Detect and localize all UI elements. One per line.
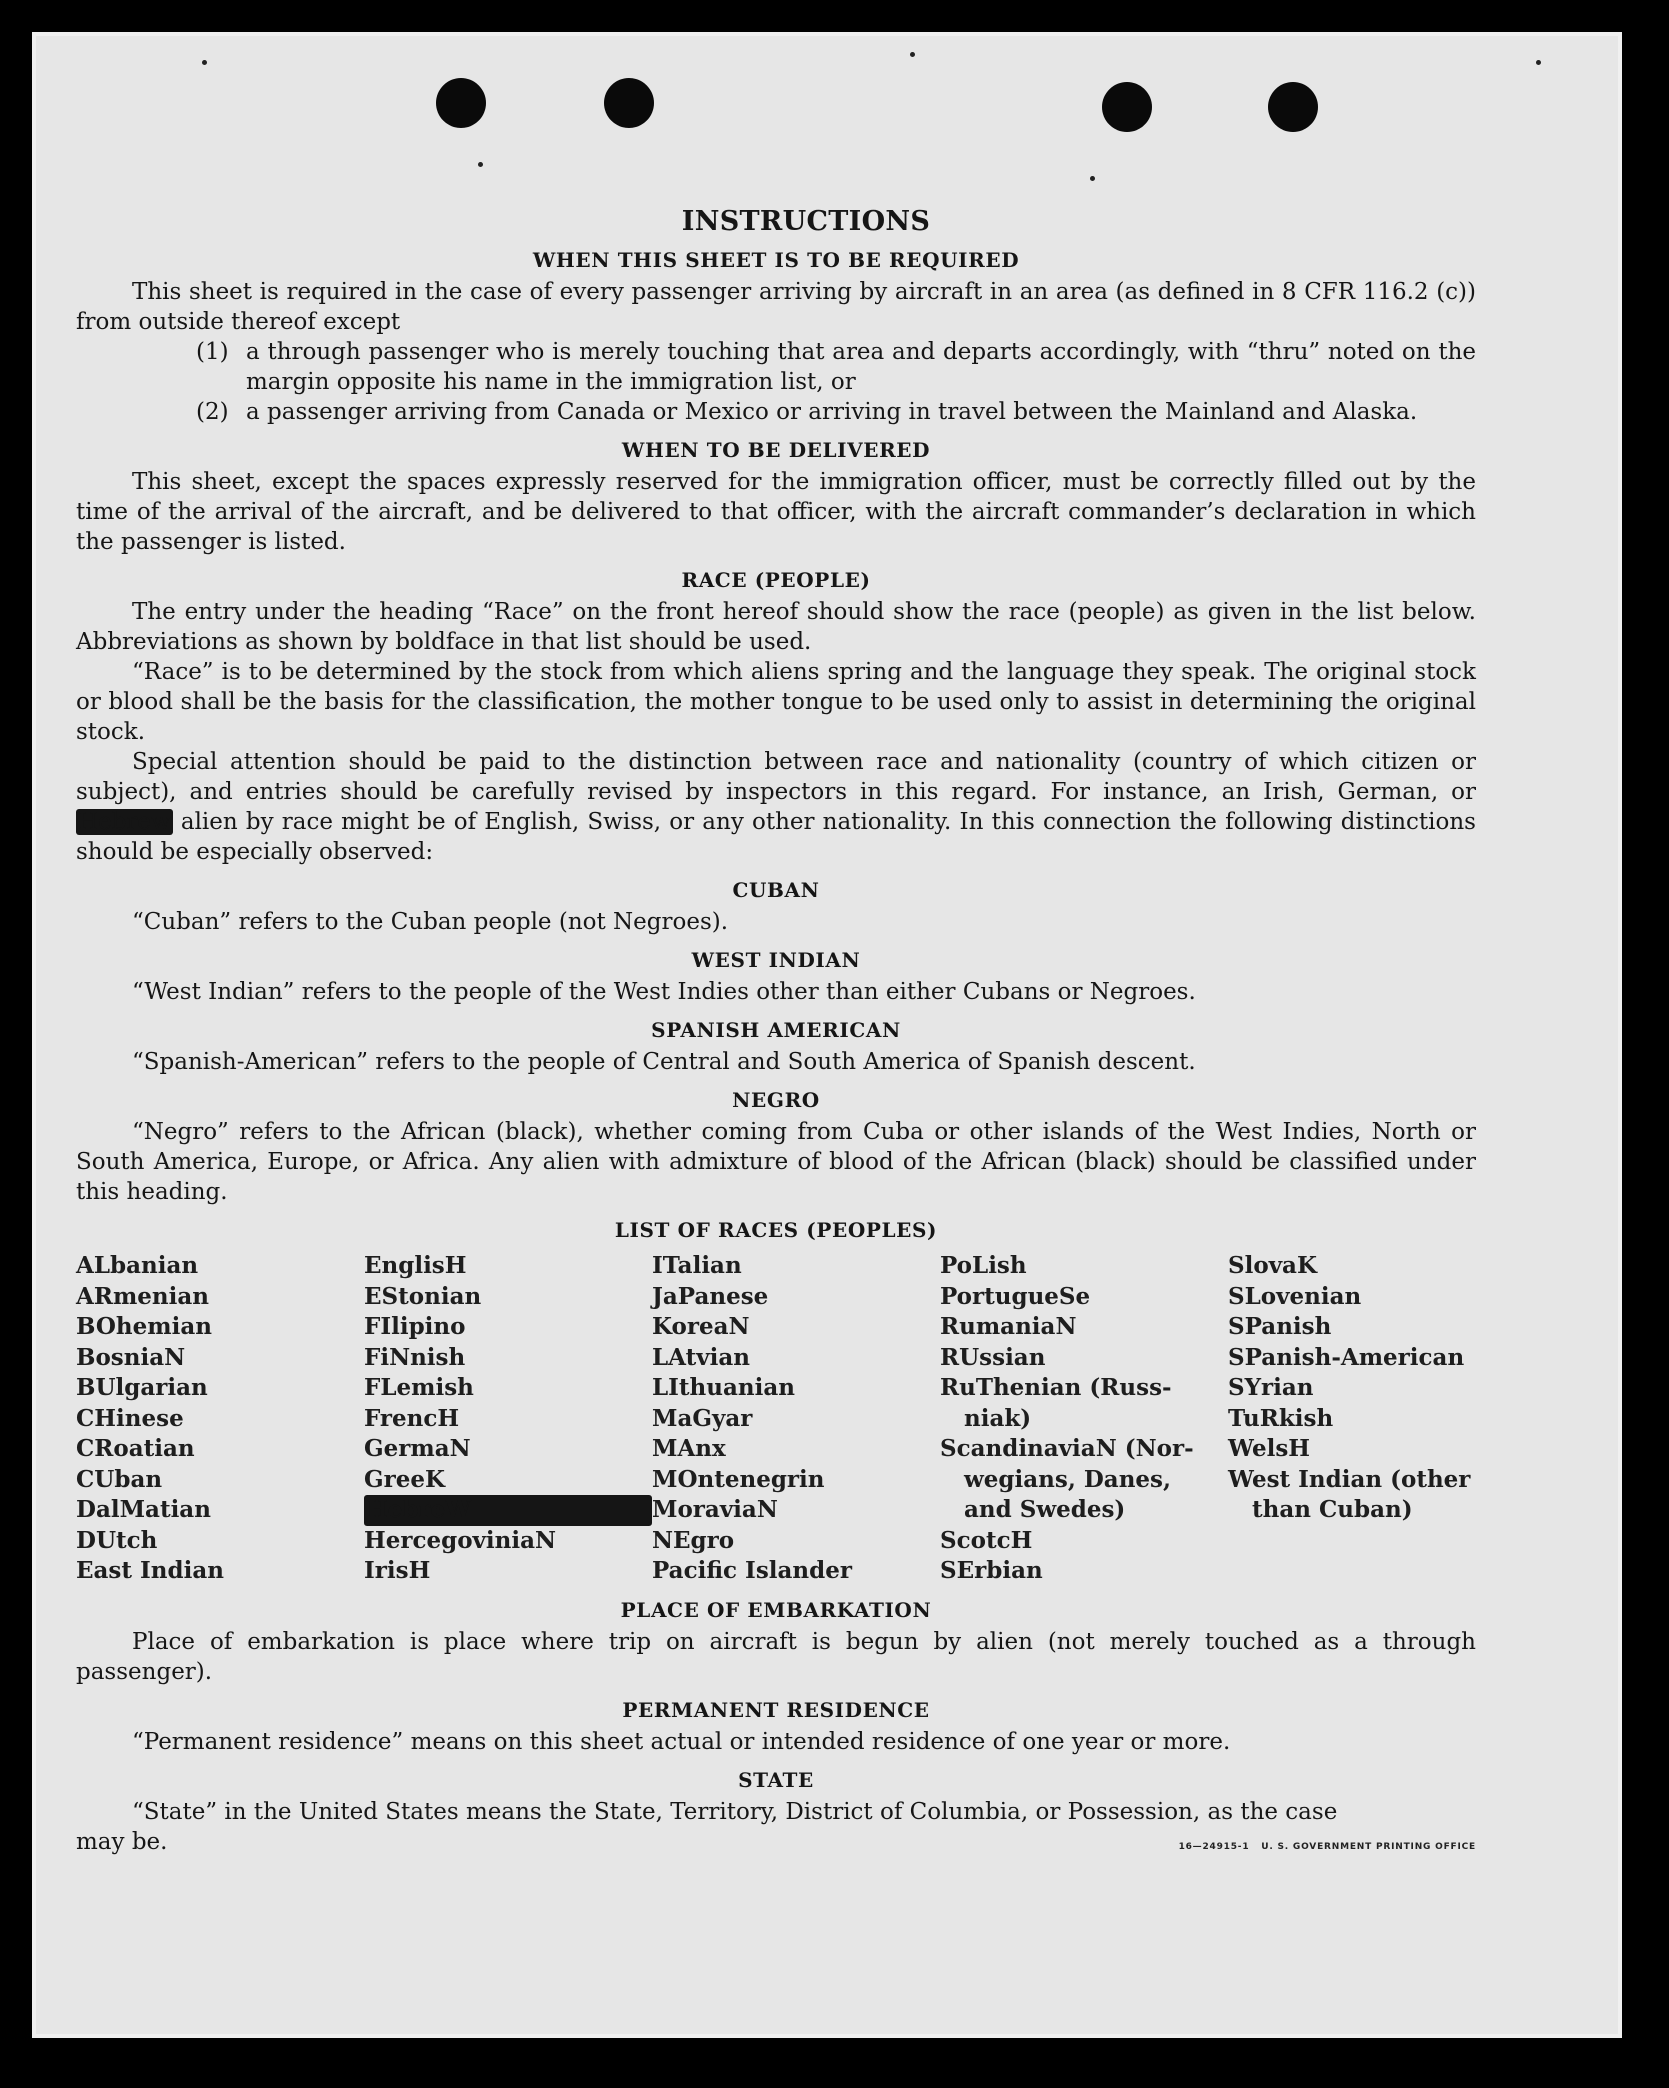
race-column xyxy=(940,1251,1228,1587)
heading-west-indian: WEST INDIAN xyxy=(691,948,861,972)
race-entry: LAtvian xyxy=(652,1343,750,1371)
race-entry: East Indian xyxy=(76,1557,224,1584)
heading-race: RACE (PEOPLE) xyxy=(681,568,871,592)
race-entry: CHinese xyxy=(76,1404,184,1432)
race-entry: RumaniaN xyxy=(940,1313,1077,1340)
heading-state: STATE xyxy=(738,1767,814,1792)
race-entry: IrisH xyxy=(364,1557,431,1584)
state-text-end: may be. xyxy=(76,1828,168,1855)
race-entry: CUban xyxy=(76,1465,163,1493)
race-paragraph-2: “Race” is to be determined by the stock from which aliens spring and the language they speak. The original stock or blood shall be the basis for the classification, the mother tongue to be used only to assist in determining the original stock. xyxy=(76,659,1476,745)
races-list xyxy=(76,1251,1476,1587)
race-entry: wegians, Danes, xyxy=(964,1465,1171,1493)
dust-speck xyxy=(202,60,207,65)
dust-speck xyxy=(1536,60,1541,65)
form-code: 16—24915-1 xyxy=(1178,1841,1250,1852)
negro-text: “Negro” refers to the African (black), whether coming from Cuba or other islands of the West Indies, North or South America, Europe, or Africa. Any alien with admixture of blood of the African (black) should be classified under this heading. xyxy=(76,1119,1476,1205)
race-entry: MoraviaN xyxy=(652,1496,778,1523)
required-intro: This sheet is required in the case of every passenger arriving by aircraft in an area (as defined in 8 CFR 116.2 (c)) from outside thereof except xyxy=(76,279,1476,335)
race-entry: than Cuban) xyxy=(1252,1496,1413,1523)
required-item xyxy=(76,337,1476,397)
race-entry: MOntenegrin xyxy=(652,1465,825,1493)
residence-text: “Permanent residence” means on this sheet actual or intended residence of one year or more. xyxy=(132,1728,1231,1755)
race-entry: PoLish xyxy=(940,1252,1027,1279)
heading-spanish-american: SPANISH AMERICAN xyxy=(651,1018,901,1042)
embarkation-text: Place of embarkation is place where trip on aircraft is begun by alien (not merely touched as a through passenger). xyxy=(76,1628,1476,1685)
heading-cuban: CUBAN xyxy=(732,878,820,902)
race-entry: West Indian (other xyxy=(1228,1465,1471,1493)
heading-list-of-races: LIST OF RACES (PEOPLES) xyxy=(614,1218,938,1242)
race-entry: HebreW xyxy=(364,1495,652,1526)
race-entry: ITalian xyxy=(652,1252,742,1279)
item-text: a through passenger who is merely touching that area and departs accordingly, with “thru” noted on the margin opposite his name in the immigration list, or xyxy=(246,339,1476,395)
page-title: INSTRUCTIONS xyxy=(681,206,931,237)
race-entry: NEgro xyxy=(652,1526,735,1554)
race-entry: WelsH xyxy=(1228,1435,1311,1462)
dust-speck xyxy=(478,162,483,167)
race-column xyxy=(76,1251,364,1587)
race-entry: FLemish xyxy=(364,1374,474,1401)
race-entry: DUtch xyxy=(76,1526,158,1554)
printer-name: U. S. GOVERNMENT PRINTING OFFICE xyxy=(1261,1841,1476,1852)
punch-hole xyxy=(436,78,486,128)
race-entry: EnglisH xyxy=(364,1252,467,1279)
heading-residence: PERMANENT RESIDENCE xyxy=(622,1697,930,1722)
item-number: (1) xyxy=(196,339,229,365)
race-entry: KoreaN xyxy=(652,1313,750,1340)
race-entry: SErbian xyxy=(940,1557,1043,1584)
race-entry: Pacific Islander xyxy=(652,1557,852,1584)
race-entry: TuRkish xyxy=(1228,1404,1334,1432)
race-entry: ScandinaviaN (Nor- xyxy=(940,1435,1194,1462)
race-entry: LIthuanian xyxy=(652,1374,795,1401)
item-number: (2) xyxy=(196,399,229,425)
race-entry: RUssian xyxy=(940,1343,1046,1371)
race-entry: EStonian xyxy=(364,1282,482,1310)
race-entry: BUlgarian xyxy=(76,1374,208,1401)
race-entry: GreeK xyxy=(364,1465,446,1493)
race-entry: SLovenian xyxy=(1228,1282,1362,1310)
race-entry: SPanish-American xyxy=(1228,1343,1465,1371)
race-entry: SYrian xyxy=(1228,1374,1314,1401)
race-entry: ScotcH xyxy=(940,1526,1033,1554)
race-entry: MaGyar xyxy=(652,1404,753,1432)
item-text: a passenger arriving from Canada or Mexico or arriving in travel between the Mainland and Alaska. xyxy=(246,399,1418,425)
race-entry: JaPanese xyxy=(652,1282,769,1310)
race-entry: ALbanian xyxy=(76,1252,199,1279)
race-entry: MAnx xyxy=(652,1435,726,1462)
race-entry: DalMatian xyxy=(76,1496,211,1523)
race-entry: niak) xyxy=(964,1404,1032,1432)
race-paragraph-3-start: Special attention should be paid to the distinction between race and nationality (country of which citizen or subject), and entries should be carefully revised by inspectors in this regard. For instance, an Irish, German, or xyxy=(76,749,1476,805)
race-column xyxy=(1228,1251,1476,1587)
race-column xyxy=(652,1251,940,1587)
printer-imprint xyxy=(1179,1832,1476,1862)
race-entry: RuThenian (Russ- xyxy=(940,1374,1172,1401)
race-entry: and Swedes) xyxy=(964,1496,1126,1523)
cuban-text: “Cuban” refers to the Cuban people (not Negroes). xyxy=(132,909,729,935)
footer-line xyxy=(76,1827,1476,1862)
race-entry: ARmenian xyxy=(76,1282,210,1310)
west-indian-text: “West Indian” refers to the people of the West Indies other than either Cubans or Negroes. xyxy=(132,979,1196,1005)
race-entry: FrencH xyxy=(364,1404,460,1432)
race-entry: HercegoviniaN xyxy=(364,1526,557,1554)
race-entry: SlovaK xyxy=(1228,1252,1317,1279)
race-entry: FIlipino xyxy=(364,1313,466,1340)
punch-hole xyxy=(1102,82,1152,132)
dust-speck xyxy=(910,52,915,57)
redacted-word: Hebrew xyxy=(78,809,171,835)
punch-hole xyxy=(604,78,654,128)
heading-delivered: WHEN TO BE DELIVERED xyxy=(621,438,931,462)
race-entry: FiNnish xyxy=(364,1343,466,1371)
race-entry: BOhemian xyxy=(76,1313,212,1340)
heading-negro: NEGRO xyxy=(732,1088,820,1112)
instructions-content xyxy=(76,171,1476,1862)
required-item xyxy=(76,397,1476,427)
race-paragraph-1: The entry under the heading “Race” on the front hereof should show the race (people) as given in the list below. Abbreviations as shown by boldface in that list should be used. xyxy=(76,599,1476,655)
heading-embarkation: PLACE OF EMBARKATION xyxy=(620,1597,932,1622)
race-paragraph-3 xyxy=(76,747,1476,867)
punch-hole xyxy=(1268,82,1318,132)
race-entry: SPanish xyxy=(1228,1313,1332,1340)
race-entry: BosniaN xyxy=(76,1343,186,1371)
heading-required: WHEN THIS SHEET IS TO BE REQUIRED xyxy=(532,248,1020,272)
state-text: “State” in the United States means the State, Territory, District of Columbia, or Possession, as the case xyxy=(132,1798,1338,1825)
document-sheet xyxy=(32,32,1622,2038)
race-entry: PortugueSe xyxy=(940,1282,1091,1310)
race-entry: CRoatian xyxy=(76,1435,195,1462)
delivered-text: This sheet, except the spaces expressly reserved for the immigration officer, must be correctly filled out by the time of the arrival of the aircraft, and be delivered to that officer, with the aircraft commander’s declaration in which the passenger is listed. xyxy=(76,469,1476,555)
race-column xyxy=(364,1251,652,1587)
spanish-american-text: “Spanish-American” refers to the people of Central and South America of Spanish descent. xyxy=(132,1049,1196,1075)
race-entry: GermaN xyxy=(364,1435,471,1462)
race-paragraph-3-end: alien by race might be of English, Swiss, or any other nationality. In this connection the following distinctions should be especially observed: xyxy=(76,809,1476,865)
